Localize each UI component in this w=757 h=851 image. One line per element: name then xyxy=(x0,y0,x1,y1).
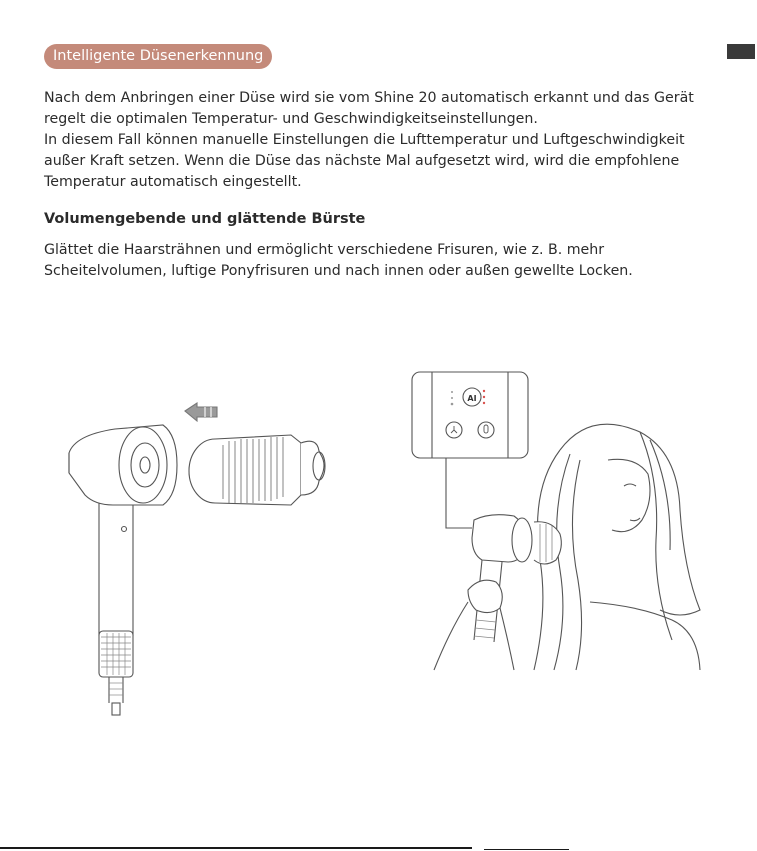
footer-rule xyxy=(0,847,472,849)
temperature-button-icon xyxy=(478,422,494,438)
attach-arrow-icon xyxy=(185,403,217,421)
dryer-brush-illustration xyxy=(55,395,345,720)
intro-paragraph xyxy=(44,88,734,193)
brush-paragraph xyxy=(44,240,734,282)
control-panel-usage-illustration xyxy=(410,370,710,675)
intro-line: Temperatur automatisch eingestellt. xyxy=(44,174,302,190)
intro-line: regelt die optimalen Temperatur- und Geschwindigkeitseinstellungen. xyxy=(44,111,538,127)
intro-line: außer Kraft setzen. Wenn die Düse das nächste Mal aufgesetzt wird, wird die empfohlene xyxy=(44,153,680,169)
control-panel xyxy=(412,372,528,458)
brush-line: Scheitelvolumen, luftige Ponyfrisuren und nach innen oder außen gewellte Locken. xyxy=(44,263,633,279)
page-tab-marker xyxy=(727,44,755,59)
footer-rule-secondary xyxy=(484,849,569,850)
ai-label: AI xyxy=(467,394,477,403)
brush-heading: Volumengebende und glättende Bürste xyxy=(44,211,366,227)
brush-line: Glättet die Haarsträhnen und ermöglicht verschiedene Frisuren, wie z. B. mehr xyxy=(44,242,605,258)
section-badge: Intelligente Düsenerkennung xyxy=(44,44,272,69)
intro-line: Nach dem Anbringen einer Düse wird sie vom Shine 20 automatisch erkannt und das Gerät xyxy=(44,90,694,106)
intro-line: In diesem Fall können manuelle Einstellungen die Lufttemperatur und Luftgeschwindigkeit xyxy=(44,132,685,148)
